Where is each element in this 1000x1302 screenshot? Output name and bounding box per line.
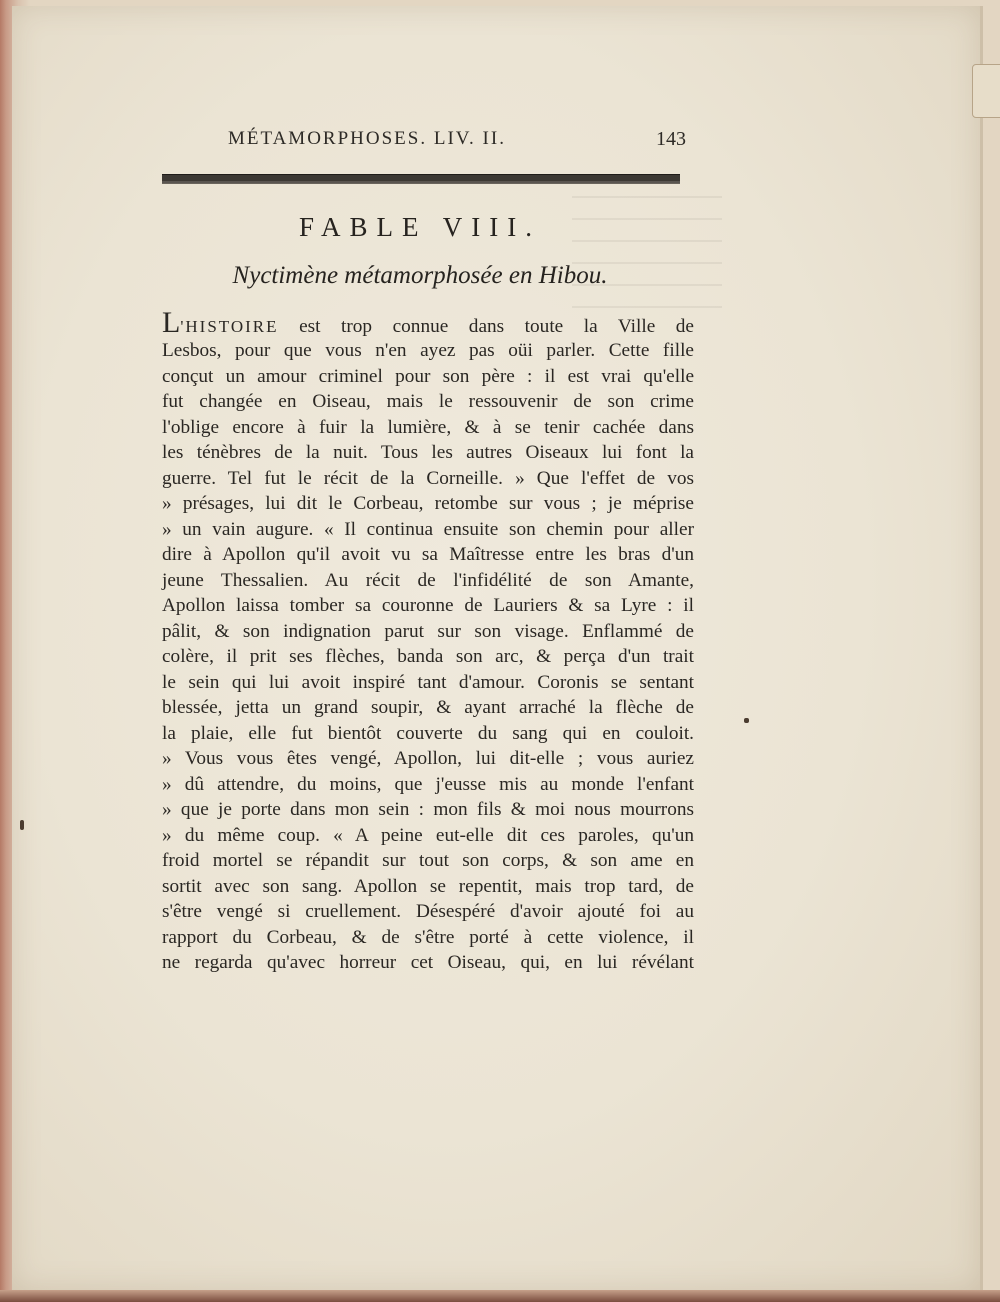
text-line: conçut un amour criminel pour son père : il est vrai qu'elle <box>162 365 694 387</box>
text-line: froid mortel se répandit sur tout son corps, & son ame en <box>162 850 694 871</box>
text-line: fut changée en Oiseau, mais le ressouvenir de son crime <box>162 391 694 412</box>
text-line: l'oblige encore à fuir la lumière, & à se tenir cachée dans <box>162 416 694 438</box>
text-line: sortit avec son sang. Apollon se repentit, mais trop tard, de <box>162 875 694 897</box>
text-line: la plaie, elle fut bientôt couverte du sang qui en couloit. <box>162 722 694 744</box>
text-line: Apollon laissa tomber sa couronne de Lauriers & sa Lyre : il <box>162 595 694 616</box>
book-bottom-edge <box>0 1290 1000 1302</box>
header-rule-thin <box>162 183 680 184</box>
text-line: le sein qui lui avoit inspiré tant d'amour. Coronis se sentant <box>162 671 694 693</box>
drop-cap: L <box>162 306 181 339</box>
text-line: » Vous vous êtes vengé, Apollon, lui dit-elle ; vous auriez <box>162 748 694 769</box>
text-line: » un vain augure. « Il continua ensuite son chemin pour aller <box>162 518 694 540</box>
text-line: Lesbos, pour que vous n'en ayez pas oüi parler. Cette fille <box>162 340 694 361</box>
first-line-rest: est trop connue dans toute la Ville de <box>278 316 694 337</box>
first-word-rest: 'HISTOIRE <box>180 317 279 336</box>
body-text <box>162 308 702 976</box>
text-line: les ténèbres de la nuit. Tous les autres Oiseaux lui font la <box>162 442 694 463</box>
text-line: pâlit, & son indignation parut sur son visage. Enflammé de <box>162 620 694 642</box>
margin-speck <box>20 820 24 830</box>
text-line: blessée, jetta un grand soupir, & ayant arraché la flèche de <box>162 697 694 718</box>
text-line: ne regarda qu'avec horreur cet Oiseau, qui, en lui révélant <box>162 952 694 973</box>
page-tab <box>972 64 1000 118</box>
text-line: guerre. Tel fut le récit de la Corneille. » Que l'effet de vos <box>162 467 694 489</box>
running-head <box>228 128 686 151</box>
text-line: » présages, lui dit le Corbeau, retombe sur vous ; je méprise <box>162 493 694 514</box>
page-number: 143 <box>656 128 686 150</box>
first-line <box>162 308 694 338</box>
text-line: rapport du Corbeau, & de s'être porté à cette violence, il <box>162 926 694 948</box>
text-line: colère, il prit ses flèches, banda son arc, & perça d'un trait <box>162 646 694 667</box>
text-line: s'être vengé si cruellement. Désespéré d'avoir ajouté foi au <box>162 901 694 922</box>
text-line: » dû attendre, du moins, que j'eusse mis au monde l'enfant <box>162 773 694 795</box>
text-line: » du même coup. « A peine eut-elle dit ces paroles, qu'un <box>162 824 694 846</box>
text-line: dire à Apollon qu'il avoit vu sa Maîtresse entre les bras d'un <box>162 544 694 565</box>
running-head-title: MÉTAMORPHOSES. LIV. II. <box>228 128 506 149</box>
header-rule <box>162 174 680 183</box>
fable-title: FABLE VIII. <box>299 212 541 242</box>
fable-subtitle: Nyctimène métamorphosée en Hibou. <box>232 262 608 289</box>
text-line: » que je porte dans mon sein : mon fils & moi nous mourrons <box>162 799 694 820</box>
paper-speck <box>744 718 749 723</box>
text-line: jeune Thessalien. Au récit de l'infidélité de son Amante, <box>162 569 694 591</box>
